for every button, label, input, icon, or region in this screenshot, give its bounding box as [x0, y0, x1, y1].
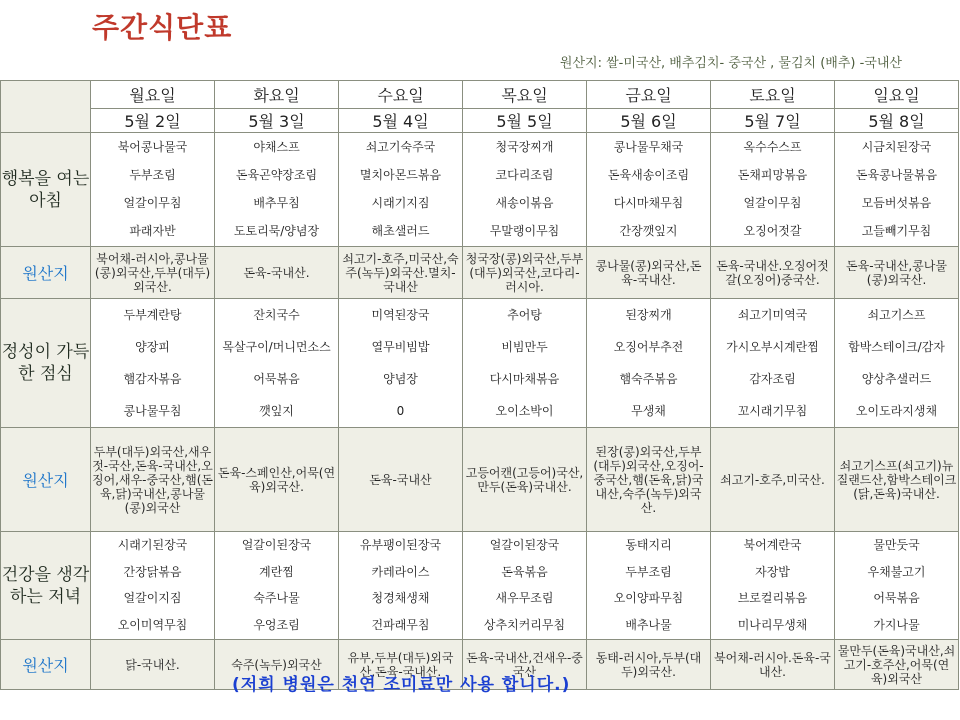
origin-cell	[835, 640, 959, 690]
origin-cell	[711, 247, 835, 299]
origin-text: 돈육-국내산,건새우-중국산	[466, 650, 583, 679]
menu-cell	[711, 532, 835, 640]
menu-item: 돈육새송이조림	[607, 167, 690, 182]
menu-item: 얼갈이지짐	[123, 591, 182, 606]
meal-row	[1, 532, 959, 640]
menu-item: 파래자반	[129, 224, 176, 239]
origin-text: 두부(대두)외국산,새우젓-국산,돈육-국내산,오징어,새우-중국산,햄(돈육,닭)국내산,콩나물(콩)외국산	[92, 444, 213, 515]
menu-item: 얼갈이된장국	[489, 537, 560, 552]
day-header: 월요일	[91, 81, 215, 109]
menu-item: 물만둣국	[873, 537, 920, 552]
menu-item: 시래기된장국	[117, 537, 188, 552]
menu-item: 시래기지짐	[371, 196, 430, 211]
menu-item: 두부계란탕	[123, 307, 182, 322]
menu-cell	[463, 532, 587, 640]
date-header: 5월 2일	[91, 109, 215, 133]
menu-item: 감자조림	[749, 371, 796, 386]
menu-item: 다시마채무침	[613, 196, 684, 211]
origin-cell	[339, 247, 463, 299]
menu-item: 건파래무침	[371, 618, 430, 633]
menu-body	[1, 133, 959, 690]
menu-item: 잔치국수	[253, 307, 300, 322]
menu-cell	[711, 299, 835, 428]
origin-note: 원산지: 쌀-미국산, 배추김치- 중국산 , 물김치 (배추) -국내산	[559, 56, 902, 71]
origin-text: 고등어캔(고등어)국산,만두(돈육)국내산.	[465, 465, 584, 494]
menu-item: 양장피	[135, 339, 170, 354]
origin-text: 돈육-국내산.오징어젓갈(오징어)중국산.	[716, 258, 829, 287]
origin-row	[1, 428, 959, 532]
origin-cell	[711, 640, 835, 690]
menu-item: 청경채생채	[371, 591, 430, 606]
menu-item: 돈육볶음	[501, 564, 548, 579]
menu-item: 고들빼기무침	[861, 224, 932, 239]
origin-cell	[91, 640, 215, 690]
menu-cell	[339, 532, 463, 640]
menu-item: 콩나물무채국	[613, 139, 684, 154]
menu-cell	[587, 133, 711, 247]
menu-item: 북어콩나물국	[117, 139, 188, 154]
corner-cell	[1, 81, 91, 133]
menu-item: 새우무조림	[495, 591, 554, 606]
menu-item: 브로컬리볶음	[737, 591, 808, 606]
menu-cell	[91, 299, 215, 428]
day-header: 목요일	[463, 81, 587, 109]
origin-text: 된장(콩)외국산,두부(대두)외국산,오징어-중국산,햄(돈육,닭)국내산,숙주(녹두)외국산.	[593, 444, 704, 515]
menu-item: 카레라이스	[371, 564, 430, 579]
menu-item: 어묵볶음	[253, 371, 300, 386]
origin-text: 돈육-국내산.	[243, 265, 310, 280]
menu-item: 꼬시래기무침	[737, 403, 808, 418]
menu-item: 상추치커리무침	[483, 618, 566, 633]
menu-item: 무생채	[631, 403, 666, 418]
menu-cell	[215, 133, 339, 247]
menu-cell	[835, 299, 959, 428]
origin-text: 쇠고기-호주,미국산,숙주(녹두)외국산.멸치-국내산	[342, 251, 459, 294]
menu-item: 가지나물	[873, 618, 920, 633]
origin-cell	[91, 428, 215, 532]
menu-item: 양념장	[383, 371, 418, 386]
menu-item: 유부팽이된장국	[359, 537, 442, 552]
menu-item: 숙주나물	[253, 591, 300, 606]
menu-item: 해초샐러드	[371, 224, 430, 239]
origin-cell	[215, 247, 339, 299]
menu-item: 두부조림	[625, 564, 672, 579]
origin-text: 북어채-러시아.돈육-국내산.	[714, 650, 831, 679]
menu-item: 우채불고기	[867, 564, 926, 579]
menu-item: 가시오부시계란찜	[726, 339, 819, 354]
page-title: 주간식단표	[92, 11, 233, 44]
footer-note: (저희 병원은 천연 조미료만 사용 합니다.)	[232, 675, 571, 695]
menu-item: 멸치아몬드볶음	[359, 167, 442, 182]
origin-text: 숙주(녹두)외국산	[231, 657, 322, 672]
origin-text: 북어채-러시아,콩나물(콩)외국산,두부(대두)외국산.	[94, 251, 211, 294]
origin-cell	[711, 428, 835, 532]
origin-row	[1, 247, 959, 299]
menu-cell	[339, 299, 463, 428]
origin-cell	[339, 428, 463, 532]
menu-item: 돈채피망볶음	[737, 167, 808, 182]
menu-item: 미역된장국	[371, 307, 430, 322]
menu-item: 야채스프	[253, 139, 300, 154]
menu-item: 함박스테이크/감자	[848, 339, 945, 354]
menu-item: 얼갈이된장국	[241, 537, 312, 552]
origin-cell	[587, 428, 711, 532]
meal-label: 건강을 생각하는 저녁	[1, 532, 91, 640]
origin-text: 물만두(돈육)국내산,쇠고기-호주산,어묵(연육)외국산	[837, 643, 956, 686]
menu-item: 돈육콩나물볶음	[855, 167, 938, 182]
menu-item: 오징어젓갈	[743, 224, 802, 239]
menu-item: 새송이볶음	[495, 196, 554, 211]
menu-item: 햄숙주볶음	[619, 371, 678, 386]
menu-item: 콩나물무침	[123, 403, 182, 418]
day-header: 금요일	[587, 81, 711, 109]
menu-cell	[835, 133, 959, 247]
meal-row	[1, 299, 959, 428]
menu-item: 얼갈이무침	[123, 196, 182, 211]
menu-item: 동태지리	[625, 537, 672, 552]
origin-text: 돈육-국내산,콩나물(콩)외국산.	[846, 258, 947, 287]
meal-label: 정성이 가득한 점심	[1, 299, 91, 428]
date-row	[1, 109, 959, 133]
origin-text: 유부,두부(대두)외국산,돈육-국내산.	[347, 650, 454, 679]
menu-item: 깻잎지	[259, 403, 294, 418]
menu-item: 옥수수스프	[743, 139, 802, 154]
origin-cell	[91, 247, 215, 299]
menu-cell	[835, 532, 959, 640]
menu-item: 계란찜	[259, 564, 294, 579]
menu-item: 코다리조림	[495, 167, 554, 182]
weekly-menu-table	[0, 80, 959, 690]
menu-item: 어묵볶음	[873, 591, 920, 606]
menu-cell	[587, 532, 711, 640]
menu-cell	[711, 133, 835, 247]
origin-text: 돈육-국내산	[369, 472, 432, 487]
origin-cell	[463, 247, 587, 299]
date-header: 5월 6일	[587, 109, 711, 133]
menu-item: 된장찌개	[625, 307, 672, 322]
date-header: 5월 7일	[711, 109, 835, 133]
menu-item: 우엉조림	[253, 618, 300, 633]
origin-text: 동태-러시아,두부(대두)외국산.	[595, 650, 702, 679]
menu-item: 쇠고기스프	[867, 307, 926, 322]
menu-item: 돈육곤약장조림	[235, 167, 318, 182]
menu-item: 무말랭이무침	[489, 224, 560, 239]
date-header: 5월 5일	[463, 109, 587, 133]
menu-item: 오이소박이	[495, 403, 554, 418]
menu-cell	[215, 299, 339, 428]
menu-item: 자장밥	[755, 564, 790, 579]
menu-item: 얼갈이무침	[743, 196, 802, 211]
menu-cell	[463, 299, 587, 428]
menu-item: 배추무침	[253, 196, 300, 211]
menu-cell	[91, 532, 215, 640]
menu-item: 쇠고기미역국	[737, 307, 808, 322]
origin-label: 원산지	[1, 247, 91, 299]
menu-cell	[215, 532, 339, 640]
menu-item: 오징어부추전	[613, 339, 684, 354]
menu-item: 햄감자볶음	[123, 371, 182, 386]
origin-cell	[463, 428, 587, 532]
date-header: 5월 4일	[339, 109, 463, 133]
origin-cell	[587, 247, 711, 299]
origin-text: 쇠고기-호주,미국산.	[720, 472, 825, 487]
menu-item: 다시마채볶음	[489, 371, 560, 386]
day-header: 수요일	[339, 81, 463, 109]
day-header: 토요일	[711, 81, 835, 109]
menu-item: 모듬버섯볶음	[861, 196, 932, 211]
menu-item: 두부조림	[129, 167, 176, 182]
menu-item: 도토리묵/양념장	[233, 224, 320, 239]
date-header: 5월 8일	[835, 109, 959, 133]
origin-cell	[215, 428, 339, 532]
day-row	[1, 81, 959, 109]
origin-text: 쇠고기스프(쇠고기)뉴질랜드산,함박스테이크(닭,돈육)국내산.	[836, 458, 957, 501]
meal-row	[1, 133, 959, 247]
menu-cell	[91, 133, 215, 247]
date-header: 5월 3일	[215, 109, 339, 133]
origin-label: 원산지	[1, 640, 91, 690]
menu-item: 0	[396, 403, 405, 418]
menu-item: 청국장찌개	[495, 139, 554, 154]
menu-item: 양상추샐러드	[861, 371, 932, 386]
menu-item: 쇠고기숙주국	[365, 139, 436, 154]
menu-item: 추어탕	[507, 307, 542, 322]
day-header: 일요일	[835, 81, 959, 109]
menu-item: 북어계란국	[743, 537, 802, 552]
day-header: 화요일	[215, 81, 339, 109]
menu-item: 열무비빔밥	[371, 339, 430, 354]
origin-text: 청국장(콩)외국산,두부(대두)외국산,코다리-러시아.	[465, 251, 584, 294]
origin-label: 원산지	[1, 428, 91, 532]
menu-item: 간장깻잎지	[619, 224, 678, 239]
menu-item: 배추나물	[625, 618, 672, 633]
origin-cell	[835, 428, 959, 532]
meal-label: 행복을 여는 아침	[1, 133, 91, 247]
origin-cell	[835, 247, 959, 299]
menu-cell	[587, 299, 711, 428]
menu-item: 비빔만두	[501, 339, 548, 354]
menu-cell	[463, 133, 587, 247]
menu-item: 오이미역무침	[117, 618, 188, 633]
menu-item: 오이양파무침	[613, 591, 684, 606]
menu-cell	[339, 133, 463, 247]
menu-item: 오이도라지생채	[855, 403, 938, 418]
origin-text: 닭-국내산.	[125, 657, 180, 672]
menu-item: 간장닭볶음	[123, 564, 182, 579]
origin-text: 콩나물(콩)외국산,돈육-국내산.	[595, 258, 702, 287]
origin-cell	[587, 640, 711, 690]
menu-item: 시금치된장국	[861, 139, 932, 154]
menu-item: 목살구이/머니먼소스	[222, 339, 331, 354]
origin-text: 돈육-스페인산,어묵(연육)외국산.	[217, 465, 336, 494]
menu-item: 미나리무생채	[737, 618, 808, 633]
